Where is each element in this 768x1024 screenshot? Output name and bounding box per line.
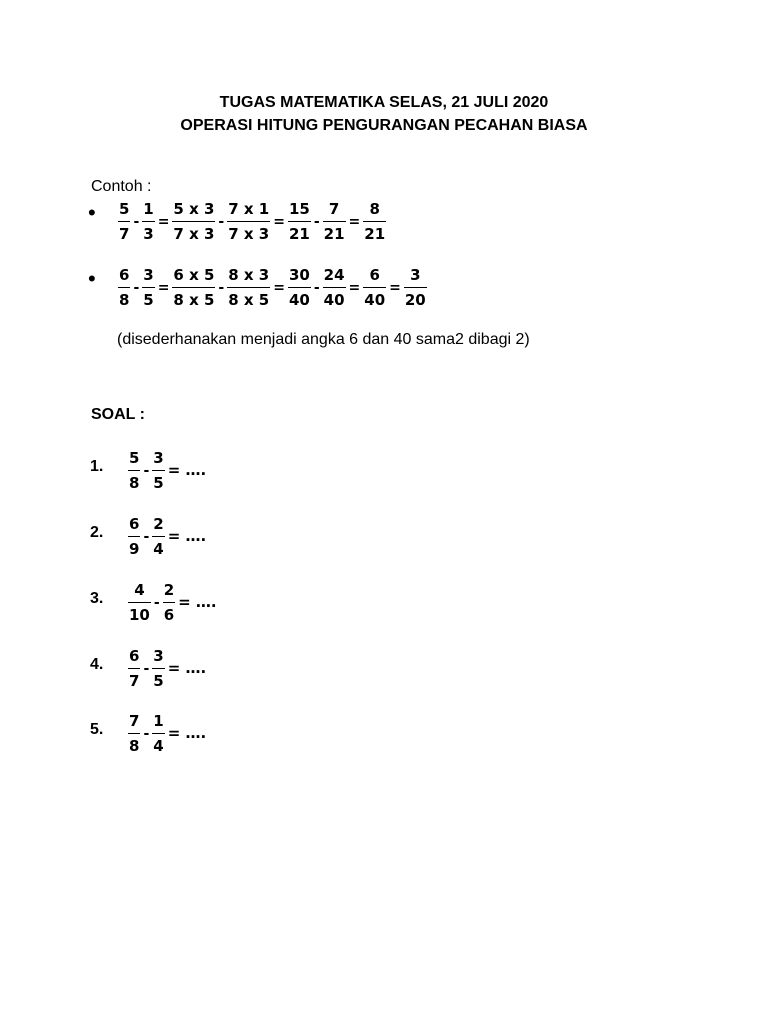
numerator: 7 x 1 [228,199,270,218]
equals-operator: = [157,280,170,296]
question-item [90,443,207,497]
question-expression [127,706,206,760]
denominator: 5 [153,473,164,492]
minus-operator: - [143,529,150,545]
question-item [90,641,207,695]
question-expression [127,509,206,563]
equals-operator: = [273,280,285,296]
minus-operator: - [143,661,150,677]
fraction [152,646,164,691]
denominator: 3 [143,224,154,243]
document-title-line1: TUGAS MATEMATIKA SELAS, 21 JULI 2020 [219,94,549,111]
fraction [118,265,130,310]
denominator: 7 [119,224,130,243]
numerator: 5 x 3 [173,199,215,218]
bullet-icon: • [88,266,96,291]
numerator: 4 [134,580,145,599]
numerator: 1 [153,711,164,730]
minus-operator: - [313,280,320,296]
numerator: 1 [143,199,154,218]
fraction [128,448,140,493]
numerator: 3 [410,265,421,284]
minus-operator: - [143,726,150,742]
denominator: 4 [153,736,164,755]
numerator: 30 [288,265,310,284]
denominator: 9 [129,539,140,558]
fraction [323,265,346,310]
answer-blank: = …. [167,461,207,479]
bullet-icon: • [88,200,96,225]
denominator: 8 [129,473,140,492]
minus-operator: - [218,214,225,230]
question-number: 3. [90,590,104,607]
fraction [227,265,270,310]
numerator: 8 [369,199,380,218]
minus-operator: - [133,214,140,230]
numerator: 5 [119,199,130,218]
equals-operator: = [157,214,170,230]
numerator: 6 [129,514,140,533]
denominator: 5 [143,290,154,309]
numerator: 6 [119,265,130,284]
question-expression [127,575,217,629]
question-item [90,509,207,563]
numerator: 3 [153,646,164,665]
minus-operator: - [313,214,320,230]
fraction [118,199,130,244]
denominator: 7 [129,671,140,690]
fraction [172,199,215,244]
denominator: 20 [404,290,426,309]
question-number: 1. [90,458,104,475]
denominator: 10 [129,605,150,624]
simplification-note: (disederhanakan menjadi angka 6 dan 40 sama2 dibagi 2) [117,331,530,348]
numerator: 6 [129,646,140,665]
fraction [323,199,346,244]
minus-operator: - [133,280,140,296]
fraction [152,711,164,756]
fraction [288,265,311,310]
denominator: 7 x 3 [173,224,215,243]
denominator: 8 [129,736,140,755]
equals-operator: = [348,214,361,230]
fraction [142,199,154,244]
denominator: 4 [153,539,164,558]
equals-operator: = [389,280,401,296]
fraction [363,265,386,310]
answer-blank: = …. [167,527,207,545]
denominator: 5 [153,671,164,690]
fraction [128,711,140,756]
denominator: 8 [119,290,130,309]
examples-label: Contoh : [91,178,152,195]
answer-blank: = …. [167,724,207,742]
fraction [227,199,270,244]
question-number: 2. [90,524,104,541]
question-item [90,706,207,760]
denominator: 21 [323,224,345,243]
numerator: 3 [143,265,154,284]
numerator: 7 [129,711,140,730]
fraction [142,265,154,310]
fraction [152,514,164,559]
example-item [88,194,387,248]
fraction [128,514,140,559]
numerator: 5 [129,448,140,467]
questions-label: SOAL : [91,406,145,423]
fraction [152,448,164,493]
fraction [172,265,215,310]
denominator: 40 [288,290,310,309]
numerator: 2 [163,580,175,599]
numerator: 3 [153,448,164,467]
minus-operator: - [153,595,160,611]
question-number: 5. [90,721,104,738]
fraction [404,265,427,310]
numerator: 2 [153,514,164,533]
numerator: 15 [288,199,310,218]
denominator: 21 [364,224,386,243]
minus-operator: - [218,280,225,296]
fraction [363,199,386,244]
fraction [163,580,175,625]
answer-blank: = …. [167,659,207,677]
fraction [128,580,151,625]
question-number: 4. [90,656,104,673]
denominator: 21 [288,224,310,243]
minus-operator: - [143,463,150,479]
denominator: 40 [323,290,345,309]
answer-blank: = …. [178,593,217,611]
fraction [128,646,140,691]
denominator: 7 x 3 [228,224,270,243]
document-title-line2: OPERASI HITUNG PENGURANGAN PECAHAN BIASA [180,117,588,134]
question-expression [127,641,206,695]
equals-operator: = [348,280,361,296]
equals-operator: = [273,214,285,230]
numerator: 6 x 5 [173,265,215,284]
question-item [90,575,217,629]
example-expression [117,194,387,248]
numerator: 6 [369,265,380,284]
denominator: 40 [364,290,386,309]
numerator: 7 [328,199,340,218]
denominator: 8 x 5 [228,290,270,309]
numerator: 24 [323,265,345,284]
numerator: 8 x 3 [228,265,270,284]
denominator: 6 [163,605,175,624]
fraction [288,199,311,244]
example-expression [117,260,428,314]
denominator: 8 x 5 [173,290,215,309]
example-item [88,260,428,314]
question-expression [127,443,206,497]
